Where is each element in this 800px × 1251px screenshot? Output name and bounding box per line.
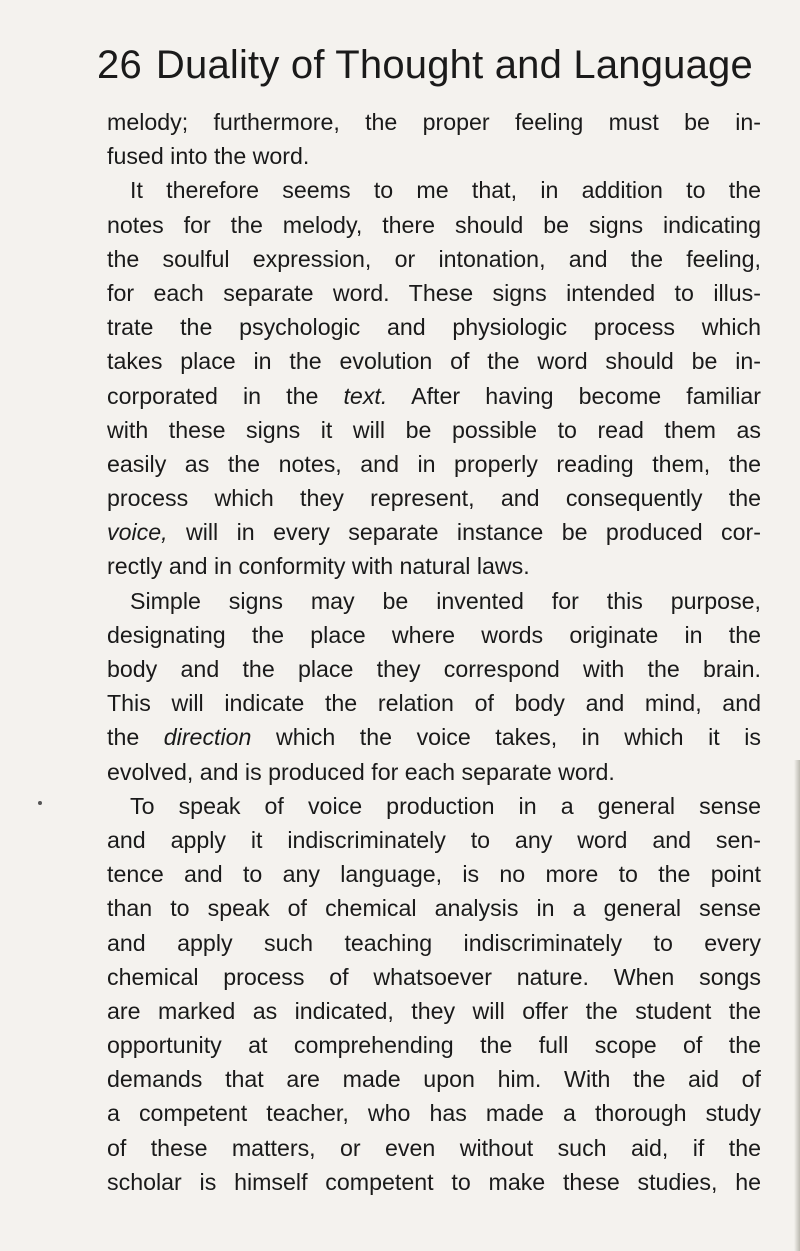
- text-line: trate the psychologic and physiologic process which: [107, 314, 761, 341]
- text-line: melody; furthermore, the proper feeling must be in-: [107, 109, 761, 135]
- text-line: and apply such teaching indiscriminately to every: [107, 929, 761, 956]
- text-line: than to speak of chemical analysis in a general sense: [107, 895, 761, 922]
- text-line: It therefore seems to me that, in addition to the: [130, 177, 761, 204]
- italic-word: voice,: [107, 519, 168, 546]
- italic-word: text.: [343, 382, 388, 409]
- text-line: designating the place where words originate in the: [107, 621, 761, 648]
- text-segment: the: [107, 724, 164, 751]
- text-line: and apply it indiscriminately to any word and sen-: [107, 826, 761, 853]
- text-segment: will in every separate instance be produced cor-: [167, 519, 761, 546]
- text-line: the soulful expression, or intonation, and the feeling,: [107, 245, 761, 272]
- text-segment: corporated in the: [107, 382, 344, 409]
- text-line: opportunity at comprehending the full scope of the: [107, 1032, 761, 1059]
- running-head: [97, 40, 753, 90]
- text-line: with these signs it will be possible to read them as: [107, 416, 761, 443]
- page-number: 26: [97, 43, 142, 87]
- text-segment: which the voice takes, in which it is: [251, 724, 761, 751]
- text-line: a competent teacher, who has made a thorough study: [107, 1100, 761, 1127]
- text-line: easily as the notes, and in properly reading them, the: [107, 450, 761, 477]
- text-line: [107, 379, 761, 413]
- text-line: notes for the melody, there should be signs indicating: [107, 211, 761, 238]
- text-line: of these matters, or even without such aid, if the: [107, 1134, 761, 1161]
- text-line: fused into the word.: [107, 143, 310, 170]
- running-title: Duality of Thought and Language: [155, 43, 753, 87]
- text-line: process which they represent, and consequently the: [107, 485, 761, 512]
- text-line: To speak of voice production in a general sense: [130, 792, 761, 819]
- text-line: demands that are made upon him. With the aid of: [107, 1066, 761, 1093]
- text-line: This will indicate the relation of body and mind, and: [107, 690, 761, 717]
- text-line: evolved, and is produced for each separate word.: [107, 758, 615, 785]
- text-line: body and the place they correspond with the brain.: [107, 656, 761, 682]
- italic-word: direction: [163, 724, 252, 751]
- text-line: scholar is himself competent to make these studies, he: [107, 1168, 761, 1195]
- text-line: are marked as indicated, they will offer the student the: [107, 997, 761, 1024]
- text-line: [107, 720, 761, 754]
- page-edge-shadow: [794, 760, 800, 1251]
- text-line: tence and to any language, is no more to the point: [107, 861, 761, 888]
- text-line: chemical process of whatsoever nature. When songs: [107, 963, 761, 990]
- body-text: [107, 105, 761, 1199]
- text-line: takes place in the evolution of the word should be in-: [107, 348, 761, 375]
- text-segment: After having become familiar: [387, 382, 761, 409]
- text-line: rectly and in conformity with natural laws.: [107, 553, 530, 580]
- margin-mark: [38, 801, 42, 805]
- text-line: for each separate word. These signs intended to illus-: [107, 279, 761, 306]
- text-line: [107, 515, 761, 549]
- text-line: Simple signs may be invented for this purpose,: [130, 587, 761, 614]
